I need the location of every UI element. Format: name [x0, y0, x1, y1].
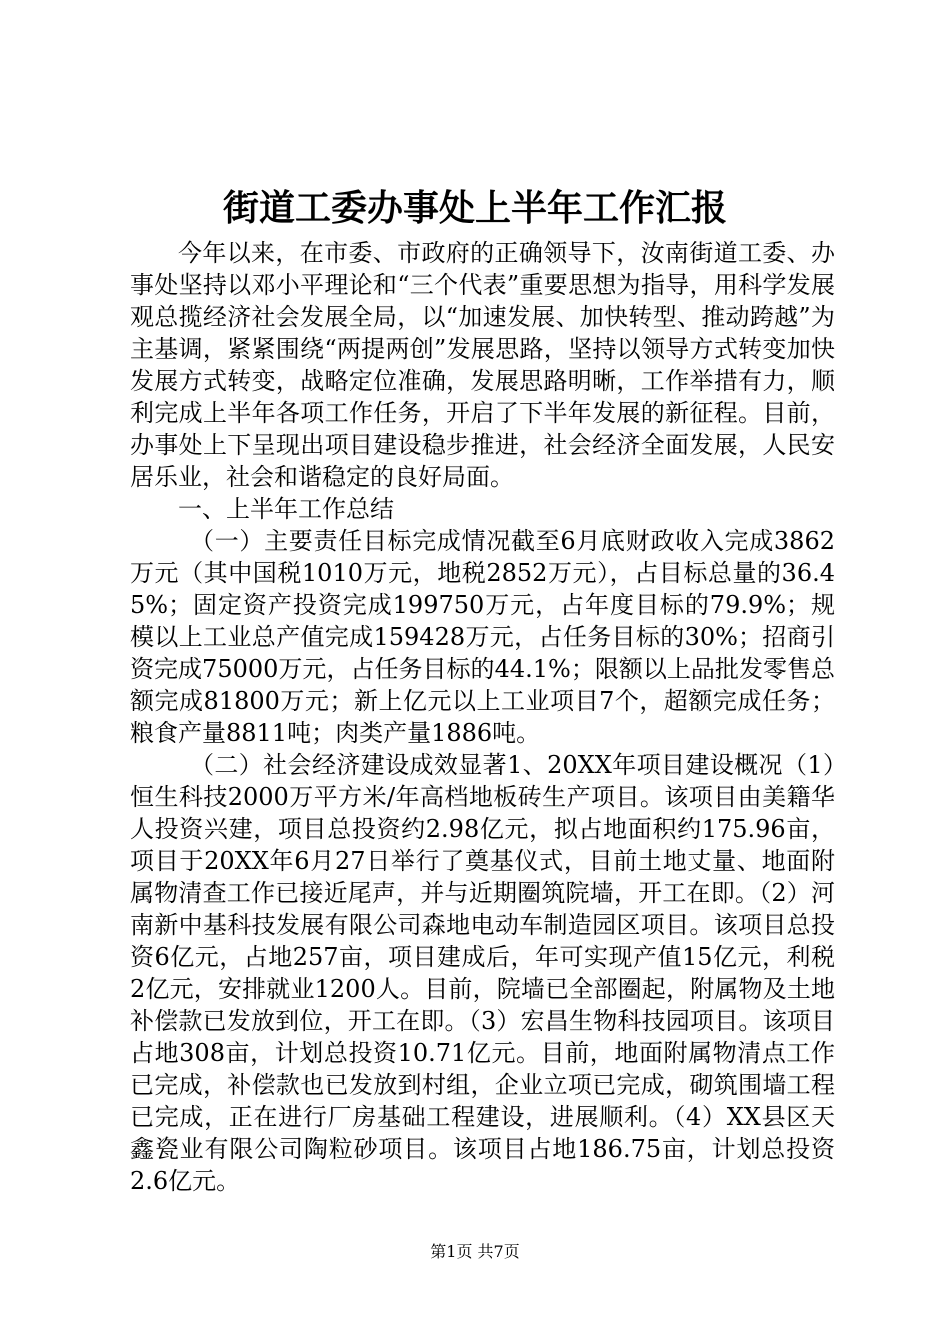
section-heading: 一、上半年工作总结 [178, 495, 394, 523]
intro-paragraph: 今年以来，在市委、市政府的正确领导下，汝南街道工委、办事处坚持以邓小平理论和“三个代表”重要思想为指导，用科学发展观总揽经济社会发展全局，以“加速发展、加快转型、推动跨越”为主基调，紧紧围绕“两提两创”发展思路，坚持以领导方式转变加快发展方式转变，战略定位准确，发展思路明晰，工作举措有力，顺利完成上半年各项工作任务，开启了下半年发展的新征程。目前，办事处上下呈现出项目建设稳步推进，社会经济全面发展，人民安居乐业，社会和谐稳定的良好局面。 [130, 239, 835, 491]
targets-paragraph: （一）主要责任目标完成情况截至6月底财政收入完成3862万元（其中国税1010万元，地税2852万元），占目标总量的36.45%；固定资产投资完成199750万元，占年度目标的79.9%；规模以上工业总产值完成159428万元，占任务目标的30%；招商引资完成75000万元，占任务目标的44.1%；限额以上品批发零售总额完成81800万元；新上亿元以上工业项目7个，超额完成任务；粮食产量8811吨；肉类产量1886吨。 [130, 527, 835, 747]
document-body [130, 237, 835, 1197]
projects-paragraph: （二）社会经济建设成效显著1、20XX年项目建设概况（1）恒生科技2000万平方米/年高档地板砖生产项目。该项目由美籍华人投资兴建，项目总投资约2.98亿元，拟占地面积约175.96亩，项目于20XX年6月27日举行了奠基仪式，目前土地丈量、地面附属物清查工作已接近尾声，并与近期圈筑院墙，开工在即。（2）河南新中基科技发展有限公司森地电动车制造园区项目。该项目总投资6亿元，占地257亩，项目建成后，年可实现产值15亿元，利税2亿元，安排就业1200人。目前，院墙已全部圈起，附属物及土地补偿款已发放到位，开工在即。（3）宏昌生物科技园项目。该项目占地308亩，计划总投资10.71亿元。目前，地面附属物清点工作已完成，补偿款也已发放到村组，企业立项已完成，砌筑围墙工程已完成，正在进行厂房基础工程建设，进展顺利。（4）XX县区天鑫瓷业有限公司陶粒砂项目。该项目占地186.75亩，计划总投资2.6亿元。 [130, 751, 835, 1195]
document-title: 街道工委办事处上半年工作汇报 [222, 187, 727, 229]
page-number: 第1页 共7页 [430, 1242, 520, 1261]
